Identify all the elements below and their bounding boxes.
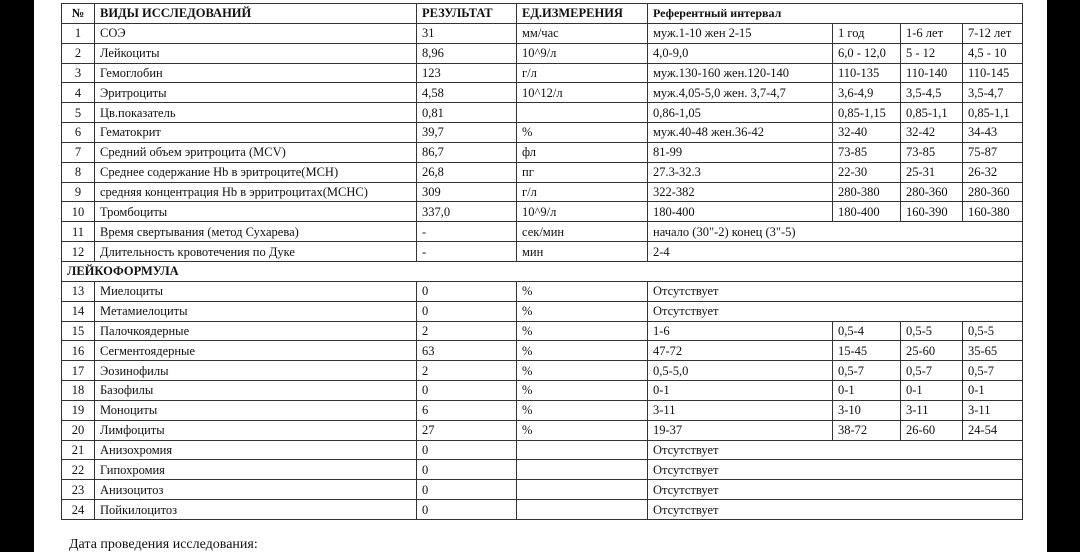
unit-value: % <box>517 361 648 381</box>
test-name: Гематокрит <box>95 123 417 143</box>
unit-value: мин <box>517 242 648 262</box>
reference-range: 81-99 <box>648 142 833 162</box>
table-row <box>62 83 1023 103</box>
table-row <box>62 321 1023 341</box>
reference-range: 0-1 <box>648 381 833 401</box>
test-name: Эозинофилы <box>95 361 417 381</box>
age-range-7-12-years: 75-87 <box>963 142 1023 162</box>
test-name: Палочкоядерные <box>95 321 417 341</box>
table-row <box>62 103 1023 123</box>
unit-value: % <box>517 301 648 321</box>
header-unit: ЕД.ИЗМЕРЕНИЯ <box>517 4 648 24</box>
header-result: РЕЗУЛЬТАТ <box>417 4 517 24</box>
result-value: 39,7 <box>417 123 517 143</box>
table-header-row <box>62 4 1023 24</box>
age-range-1-6-years: 0,85-1,1 <box>901 103 963 123</box>
section-title-leukoformula: ЛЕЙКОФОРМУЛА <box>62 261 1023 281</box>
age-range-1-year: 32-40 <box>833 123 901 143</box>
reference-range: 0,86-1,05 <box>648 103 833 123</box>
row-number: 3 <box>62 63 95 83</box>
table-row <box>62 222 1023 242</box>
age-range-1-year: 6,0 - 12,0 <box>833 43 901 63</box>
table-row <box>62 500 1023 520</box>
table-row <box>62 460 1023 480</box>
reference-range: Отсутствует <box>648 460 1023 480</box>
unit-value: пг <box>517 162 648 182</box>
age-range-7-12-years: 280-360 <box>963 182 1023 202</box>
table-row <box>62 43 1023 63</box>
table-row <box>62 123 1023 143</box>
unit-value: сек/мин <box>517 222 648 242</box>
row-number: 13 <box>62 281 95 301</box>
age-range-1-year: 15-45 <box>833 341 901 361</box>
table-row <box>62 361 1023 381</box>
row-number: 14 <box>62 301 95 321</box>
age-range-1-year: 0,5-7 <box>833 361 901 381</box>
unit-value: % <box>517 123 648 143</box>
result-value: 0 <box>417 301 517 321</box>
age-range-1-year: 3,6-4,9 <box>833 83 901 103</box>
row-number: 17 <box>62 361 95 381</box>
table-row <box>62 142 1023 162</box>
table-row <box>62 480 1023 500</box>
table-row <box>62 202 1023 222</box>
age-range-7-12-years: 3-11 <box>963 400 1023 420</box>
age-range-1-year: 110-135 <box>833 63 901 83</box>
age-range-1-6-years: 73-85 <box>901 142 963 162</box>
test-name: Миелоциты <box>95 281 417 301</box>
reference-range: Отсутствует <box>648 500 1023 520</box>
age-range-1-6-years: 3,5-4,5 <box>901 83 963 103</box>
result-value: 26,8 <box>417 162 517 182</box>
result-value: 123 <box>417 63 517 83</box>
result-value: 0 <box>417 480 517 500</box>
test-name: Сегментоядерные <box>95 341 417 361</box>
row-number: 23 <box>62 480 95 500</box>
table-row <box>62 440 1023 460</box>
test-name: Моноциты <box>95 400 417 420</box>
age-range-1-year: 0,85-1,15 <box>833 103 901 123</box>
test-name: Гемоглобин <box>95 63 417 83</box>
row-number: 21 <box>62 440 95 460</box>
row-number: 15 <box>62 321 95 341</box>
result-value: 27 <box>417 420 517 440</box>
result-value: 0 <box>417 500 517 520</box>
table-row <box>62 162 1023 182</box>
row-number: 10 <box>62 202 95 222</box>
reference-range: 1-6 <box>648 321 833 341</box>
table-row <box>62 301 1023 321</box>
result-value: 2 <box>417 361 517 381</box>
age-range-7-12-years: 34-43 <box>963 123 1023 143</box>
test-name: Средний объем эритроцита (MCV) <box>95 142 417 162</box>
unit-value: 10^9/л <box>517 202 648 222</box>
age-range-7-12-years: 0,85-1,1 <box>963 103 1023 123</box>
results-table-body <box>62 4 1023 520</box>
reference-range: муж.1-10 жен 2-15 <box>648 23 833 43</box>
table-row <box>62 400 1023 420</box>
row-number: 16 <box>62 341 95 361</box>
test-name: Лейкоциты <box>95 43 417 63</box>
reference-range: Отсутствует <box>648 301 1023 321</box>
result-value: 337,0 <box>417 202 517 222</box>
age-range-1-6-years: 25-31 <box>901 162 963 182</box>
age-range-7-12-years: 35-65 <box>963 341 1023 361</box>
unit-value: % <box>517 420 648 440</box>
unit-value: 10^12/л <box>517 83 648 103</box>
row-number: 18 <box>62 381 95 401</box>
unit-value <box>517 103 648 123</box>
reference-range: 180-400 <box>648 202 833 222</box>
result-value: 309 <box>417 182 517 202</box>
age-range-7-12-years: 160-380 <box>963 202 1023 222</box>
study-date-label: Дата проведения исследования: <box>69 537 258 552</box>
test-name: Среднее содержание Hb в эритроците(MCH) <box>95 162 417 182</box>
reference-range: 47-72 <box>648 341 833 361</box>
result-value: 8,96 <box>417 43 517 63</box>
row-number: 1 <box>62 23 95 43</box>
unit-value: 10^9/л <box>517 43 648 63</box>
age-range-1-6-years: 0,5-7 <box>901 361 963 381</box>
age-range-1-6-years: 160-390 <box>901 202 963 222</box>
age-range-7-12-years: 0,5-7 <box>963 361 1023 381</box>
row-number: 6 <box>62 123 95 143</box>
reference-range: Отсутствует <box>648 480 1023 500</box>
row-number: 2 <box>62 43 95 63</box>
header-age-1-6-years: 1-6 лет <box>901 23 963 43</box>
row-number: 22 <box>62 460 95 480</box>
age-range-1-6-years: 3-11 <box>901 400 963 420</box>
age-range-1-year: 22-30 <box>833 162 901 182</box>
test-name: средняя концентрация Hb в эрритроцитах(MCHC) <box>95 182 417 202</box>
test-name: Анизохромия <box>95 440 417 460</box>
table-row <box>62 341 1023 361</box>
result-value: 86,7 <box>417 142 517 162</box>
age-range-1-6-years: 26-60 <box>901 420 963 440</box>
unit-value <box>517 460 648 480</box>
test-name: Эритроциты <box>95 83 417 103</box>
table-row <box>62 381 1023 401</box>
result-value: 0 <box>417 381 517 401</box>
test-name: Анизоцитоз <box>95 480 417 500</box>
unit-value: % <box>517 381 648 401</box>
unit-value: г/л <box>517 182 648 202</box>
result-value: 0 <box>417 281 517 301</box>
test-name: Пойкилоцитоз <box>95 500 417 520</box>
test-name: Тромбоциты <box>95 202 417 222</box>
test-name: Метамиелоциты <box>95 301 417 321</box>
age-range-1-year: 3-10 <box>833 400 901 420</box>
reference-range: 0,5-5,0 <box>648 361 833 381</box>
test-name: Длительность кровотечения по Дуке <box>95 242 417 262</box>
age-range-1-6-years: 280-360 <box>901 182 963 202</box>
age-range-1-year: 0-1 <box>833 381 901 401</box>
unit-value: % <box>517 400 648 420</box>
table-row <box>62 242 1023 262</box>
row-number: 11 <box>62 222 95 242</box>
test-name: Цв.показатель <box>95 103 417 123</box>
age-range-1-6-years: 32-42 <box>901 123 963 143</box>
reference-range: 3-11 <box>648 400 833 420</box>
result-value: 63 <box>417 341 517 361</box>
unit-value: % <box>517 321 648 341</box>
table-row <box>62 182 1023 202</box>
age-range-7-12-years: 110-145 <box>963 63 1023 83</box>
age-range-1-6-years: 5 - 12 <box>901 43 963 63</box>
header-name: ВИДЫ ИССЛЕДОВАНИЙ <box>95 4 417 24</box>
unit-value: % <box>517 341 648 361</box>
unit-value <box>517 480 648 500</box>
result-value: 0 <box>417 440 517 460</box>
reference-range: 27.3-32.3 <box>648 162 833 182</box>
unit-value: г/л <box>517 63 648 83</box>
test-name: СОЭ <box>95 23 417 43</box>
age-range-7-12-years: 0,5-5 <box>963 321 1023 341</box>
reference-range: 322-382 <box>648 182 833 202</box>
row-number: 8 <box>62 162 95 182</box>
test-name: Время свертывания (метод Сухарева) <box>95 222 417 242</box>
header-age-7-12-years: 7-12 лет <box>963 23 1023 43</box>
unit-value <box>517 500 648 520</box>
result-value: - <box>417 242 517 262</box>
header-ref: Референтный интервал <box>648 4 1023 24</box>
unit-value: % <box>517 281 648 301</box>
row-number: 12 <box>62 242 95 262</box>
age-range-7-12-years: 4,5 - 10 <box>963 43 1023 63</box>
result-value: 0,81 <box>417 103 517 123</box>
table-row <box>62 281 1023 301</box>
table-row <box>62 23 1023 43</box>
reference-range: муж.4,05-5,0 жен. 3,7-4,7 <box>648 83 833 103</box>
test-name: Гипохромия <box>95 460 417 480</box>
age-range-1-6-years: 0,5-5 <box>901 321 963 341</box>
unit-value: мм/час <box>517 23 648 43</box>
row-number: 24 <box>62 500 95 520</box>
result-value: 4,58 <box>417 83 517 103</box>
row-number: 20 <box>62 420 95 440</box>
age-range-1-year: 0,5-4 <box>833 321 901 341</box>
result-value: 6 <box>417 400 517 420</box>
row-number: 5 <box>62 103 95 123</box>
results-table <box>61 3 1023 520</box>
result-value: 31 <box>417 23 517 43</box>
reference-range: начало (30"-2) конец (3"-5) <box>648 222 1023 242</box>
row-number: 9 <box>62 182 95 202</box>
age-range-7-12-years: 3,5-4,7 <box>963 83 1023 103</box>
section-row <box>62 261 1023 281</box>
document-page <box>34 0 1047 552</box>
reference-range: 4,0-9,0 <box>648 43 833 63</box>
result-value: 2 <box>417 321 517 341</box>
result-value: - <box>417 222 517 242</box>
table-row <box>62 63 1023 83</box>
age-range-7-12-years: 0-1 <box>963 381 1023 401</box>
row-number: 19 <box>62 400 95 420</box>
header-num: № <box>62 4 95 24</box>
age-range-1-year: 180-400 <box>833 202 901 222</box>
age-range-7-12-years: 24-54 <box>963 420 1023 440</box>
age-range-1-year: 280-380 <box>833 182 901 202</box>
table-row <box>62 420 1023 440</box>
reference-range: муж.130-160 жен.120-140 <box>648 63 833 83</box>
row-number: 4 <box>62 83 95 103</box>
result-value: 0 <box>417 460 517 480</box>
row-number: 7 <box>62 142 95 162</box>
reference-range: 19-37 <box>648 420 833 440</box>
reference-range: 2-4 <box>648 242 1023 262</box>
reference-range: Отсутствует <box>648 440 1023 460</box>
test-name: Базофилы <box>95 381 417 401</box>
age-range-1-6-years: 25-60 <box>901 341 963 361</box>
header-age-1-year: 1 год <box>833 23 901 43</box>
age-range-1-year: 38-72 <box>833 420 901 440</box>
age-range-1-6-years: 0-1 <box>901 381 963 401</box>
age-range-7-12-years: 26-32 <box>963 162 1023 182</box>
age-range-1-year: 73-85 <box>833 142 901 162</box>
age-range-1-6-years: 110-140 <box>901 63 963 83</box>
test-name: Лимфоциты <box>95 420 417 440</box>
unit-value <box>517 440 648 460</box>
reference-range: муж.40-48 жен.36-42 <box>648 123 833 143</box>
unit-value: фл <box>517 142 648 162</box>
reference-range: Отсутствует <box>648 281 1023 301</box>
